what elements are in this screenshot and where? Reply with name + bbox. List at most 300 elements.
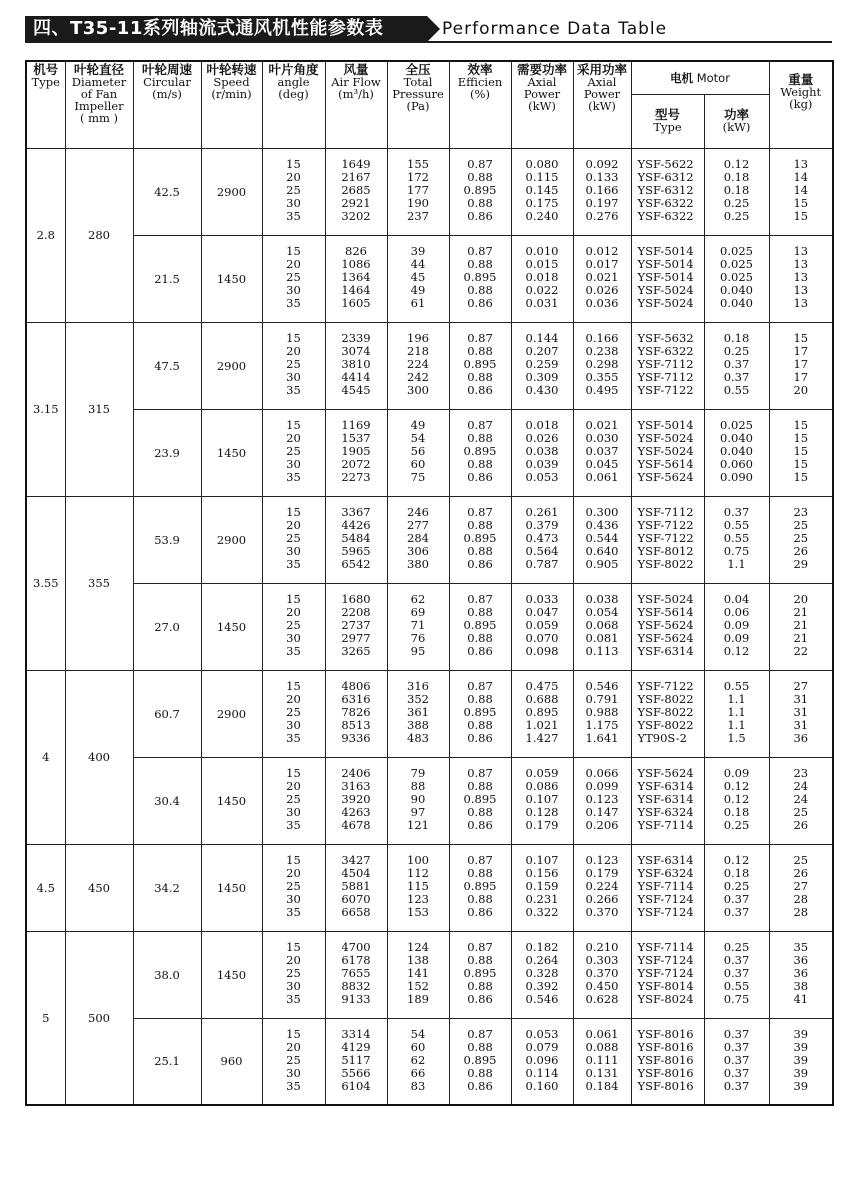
pressure-list: [387, 148, 449, 235]
list-item: 75: [410, 470, 426, 485]
list-item: 4504: [341, 865, 371, 880]
table-row: [26, 583, 833, 670]
list-item: YSF-7114: [637, 818, 694, 833]
motor-power-list: [704, 931, 769, 1018]
flow-list: [325, 1018, 387, 1105]
pressure-list: [387, 583, 449, 670]
list-item: 0.026: [585, 283, 619, 298]
list-item: 20: [286, 169, 301, 184]
list-item: 0.640: [585, 544, 619, 559]
list-item: 8513: [341, 718, 371, 733]
pressure-list: [387, 757, 449, 844]
list-item: 79: [410, 765, 426, 780]
list-item: 25: [286, 443, 301, 458]
list-item: 0.37: [723, 1066, 750, 1081]
list-item: 1.5: [727, 731, 746, 746]
list-item: 352: [407, 691, 429, 706]
cell-circular: 42.5: [133, 148, 201, 235]
list-item: 0.231: [525, 892, 559, 907]
list-item: 0.066: [585, 765, 619, 780]
list-item: 20: [793, 383, 809, 398]
motor-type-list: [631, 670, 704, 757]
title-cn: 四、T35-11系列轴流式通风机性能参数表: [25, 16, 427, 42]
axial-power-list: [511, 235, 573, 322]
list-item: 0.240: [525, 209, 559, 224]
list-item: 13: [793, 256, 809, 271]
list-item: YSF-8016: [637, 1066, 694, 1081]
motor-power-list: [704, 409, 769, 496]
list-item: 0.079: [525, 1039, 559, 1054]
list-item: 7826: [341, 704, 371, 719]
list-item: 0.86: [467, 992, 493, 1007]
motor-type-list: [631, 235, 704, 322]
list-item: 0.328: [525, 965, 559, 980]
list-item: 0.038: [585, 591, 619, 606]
list-item: 71: [410, 617, 426, 632]
flow-list: [325, 496, 387, 583]
cell-speed: 960: [201, 1018, 262, 1105]
list-item: 0.55: [723, 383, 750, 398]
list-item: YSF-7114: [637, 939, 694, 954]
list-item: 0.86: [467, 209, 493, 224]
list-item: 0.123: [585, 791, 619, 806]
list-item: 0.017: [585, 256, 619, 271]
list-item: 112: [407, 865, 429, 880]
cell-speed: 2900: [201, 496, 262, 583]
motor-power-list: [704, 670, 769, 757]
list-item: 0.179: [585, 865, 619, 880]
list-item: 83: [410, 1079, 426, 1094]
list-item: 0.895: [463, 530, 497, 545]
efficiency-list: [449, 1018, 511, 1105]
efficiency-list: [449, 148, 511, 235]
table-row: [26, 235, 833, 322]
list-item: 0.37: [723, 356, 750, 371]
cell-type: 3.15: [26, 322, 65, 496]
list-item: 3427: [341, 852, 371, 867]
list-item: YSF-7114: [637, 878, 694, 893]
list-item: YSF-5024: [637, 296, 694, 311]
list-item: 0.370: [585, 965, 619, 980]
list-item: 0.025: [720, 417, 753, 432]
list-item: 141: [407, 965, 429, 980]
title-en: Performance Data Table: [442, 19, 668, 39]
list-item: 0.144: [525, 330, 559, 345]
list-item: 0.88: [467, 430, 493, 445]
list-item: 15: [286, 765, 301, 780]
list-item: 0.88: [467, 718, 493, 733]
list-item: 284: [407, 530, 429, 545]
cell-circular: 27.0: [133, 583, 201, 670]
cell-speed: 1450: [201, 757, 262, 844]
list-item: 0.224: [585, 878, 619, 893]
list-item: 1.021: [525, 718, 559, 733]
list-item: 6542: [341, 557, 371, 572]
list-item: 3163: [341, 778, 371, 793]
list-item: YSF-5014: [637, 256, 694, 271]
list-item: 0.131: [585, 1066, 619, 1081]
list-item: 25: [793, 805, 809, 820]
list-item: 0.546: [585, 678, 619, 693]
list-item: 380: [407, 557, 429, 572]
axial-power-list: [511, 757, 573, 844]
list-item: 0.276: [585, 209, 619, 224]
list-item: 13: [793, 283, 809, 298]
flow-list: [325, 148, 387, 235]
list-item: YSF-7122: [637, 383, 694, 398]
list-item: YSF-8022: [637, 718, 694, 733]
list-item: 5965: [341, 544, 371, 559]
col-diameter: 叶轮直径 Diameter of Fan Impeller ( mm ): [65, 61, 133, 148]
list-item: 2167: [341, 169, 371, 184]
list-item: YSF-5624: [637, 631, 694, 646]
list-item: 6178: [341, 952, 371, 967]
list-item: 31: [793, 691, 809, 706]
list-item: YSF-6314: [637, 778, 694, 793]
list-item: 2737: [341, 617, 371, 632]
col-speed: 叶轮转速 Speed (r/min): [201, 61, 262, 148]
list-item: 5566: [341, 1066, 371, 1081]
motor-power-list: [704, 322, 769, 409]
list-item: 6658: [341, 905, 371, 920]
list-item: 0.86: [467, 470, 493, 485]
list-item: 0.128: [525, 805, 559, 820]
angle-list: [262, 322, 325, 409]
list-item: 0.09: [723, 765, 750, 780]
flow-list: [325, 409, 387, 496]
list-item: 0.018: [525, 269, 559, 284]
list-item: 1537: [341, 430, 371, 445]
list-item: 0.55: [723, 678, 750, 693]
list-item: 20: [286, 343, 301, 358]
list-item: 0.113: [585, 644, 619, 659]
list-item: 30: [286, 544, 301, 559]
list-item: YSF-5024: [637, 430, 694, 445]
list-item: 14: [793, 169, 809, 184]
list-item: 0.895: [525, 704, 559, 719]
list-item: 1169: [341, 417, 371, 432]
list-item: 0.039: [525, 457, 559, 472]
list-item: 28: [793, 905, 809, 920]
list-item: 0.86: [467, 644, 493, 659]
list-item: YSF-6324: [637, 865, 694, 880]
list-item: 17: [793, 343, 809, 358]
cell-diameter: 500: [65, 931, 133, 1105]
cell-speed: 2900: [201, 322, 262, 409]
list-item: 0.87: [467, 504, 493, 519]
list-item: 39: [793, 1052, 809, 1067]
list-item: 277: [407, 517, 429, 532]
list-item: 246: [407, 504, 429, 519]
angle-list: [262, 670, 325, 757]
list-item: 2072: [341, 457, 371, 472]
motor-power-list: [704, 1018, 769, 1105]
list-item: 0.061: [585, 1026, 619, 1041]
list-item: YSF-6314: [637, 852, 694, 867]
list-item: 3314: [341, 1026, 371, 1041]
list-item: 15: [793, 330, 809, 345]
list-item: 25: [286, 617, 301, 632]
list-item: 0.021: [585, 269, 619, 284]
list-item: YSF-8016: [637, 1026, 694, 1041]
list-item: 0.092: [585, 156, 619, 171]
col-motor-power: 功率 (kW): [704, 94, 769, 148]
list-item: 0.495: [585, 383, 619, 398]
cell-speed: 1450: [201, 235, 262, 322]
list-item: 1086: [341, 256, 371, 271]
motor-type-list: [631, 757, 704, 844]
list-item: 0.87: [467, 852, 493, 867]
list-item: 0.88: [467, 517, 493, 532]
list-item: 6316: [341, 691, 371, 706]
list-item: 0.895: [463, 704, 497, 719]
list-item: 0.166: [585, 330, 619, 345]
list-item: 0.022: [525, 283, 559, 298]
table-row: [26, 931, 833, 1018]
efficiency-list: [449, 409, 511, 496]
list-item: 0.088: [585, 1039, 619, 1054]
list-item: 0.988: [585, 704, 619, 719]
flow-list: [325, 757, 387, 844]
list-item: 0.544: [585, 530, 619, 545]
flow-list: [325, 235, 387, 322]
angle-list: [262, 496, 325, 583]
weight-list: [769, 583, 833, 670]
list-item: 17: [793, 356, 809, 371]
angle-list: [262, 148, 325, 235]
cell-type: 4.5: [26, 844, 65, 931]
list-item: 2921: [341, 196, 371, 211]
cell-type: 5: [26, 931, 65, 1105]
title-arrow-decoration: [427, 16, 440, 42]
list-item: YT90S-2: [637, 731, 687, 746]
list-item: 0.87: [467, 939, 493, 954]
list-item: 15: [286, 678, 301, 693]
list-item: 1680: [341, 591, 371, 606]
list-item: 0.053: [525, 1026, 559, 1041]
list-item: 0.88: [467, 283, 493, 298]
table-row: [26, 496, 833, 583]
list-item: 20: [286, 778, 301, 793]
motor-type-list: [631, 931, 704, 1018]
list-item: 0.37: [723, 1026, 750, 1041]
list-item: 0.068: [585, 617, 619, 632]
list-item: 0.88: [467, 196, 493, 211]
pressure-list: [387, 844, 449, 931]
list-item: 0.261: [525, 504, 559, 519]
cell-circular: 34.2: [133, 844, 201, 931]
list-item: 27: [793, 678, 809, 693]
list-item: 44: [410, 256, 426, 271]
pressure-list: [387, 670, 449, 757]
list-item: 27: [793, 878, 809, 893]
list-item: 0.179: [525, 818, 559, 833]
cell-speed: 1450: [201, 409, 262, 496]
list-item: YSF-7112: [637, 504, 694, 519]
list-item: 20: [286, 517, 301, 532]
list-item: 0.040: [720, 430, 753, 445]
list-item: 0.147: [585, 805, 619, 820]
list-item: 2208: [341, 604, 371, 619]
list-item: 0.895: [463, 965, 497, 980]
list-item: YSF-6322: [637, 209, 694, 224]
list-item: 0.688: [525, 691, 559, 706]
list-item: YSF-8022: [637, 691, 694, 706]
list-item: 0.37: [723, 504, 750, 519]
list-item: 0.473: [525, 530, 559, 545]
list-item: 483: [407, 731, 429, 746]
list-item: 361: [407, 704, 429, 719]
angle-list: [262, 844, 325, 931]
list-item: 25: [793, 530, 809, 545]
list-item: 0.37: [723, 370, 750, 385]
list-item: 0.75: [723, 544, 750, 559]
list-item: YSF-5632: [637, 330, 694, 345]
list-item: 20: [286, 604, 301, 619]
list-item: 0.12: [723, 644, 750, 659]
list-item: 25: [286, 1052, 301, 1067]
list-item: 20: [286, 256, 301, 271]
list-item: 0.86: [467, 296, 493, 311]
list-item: YSF-7124: [637, 892, 694, 907]
list-item: 0.015: [525, 256, 559, 271]
list-item: 0.053: [525, 470, 559, 485]
list-item: 0.37: [723, 1052, 750, 1067]
list-item: 0.87: [467, 591, 493, 606]
page-header: [0, 16, 832, 42]
list-item: 0.030: [585, 430, 619, 445]
list-item: 0.392: [525, 979, 559, 994]
list-item: YSF-5024: [637, 283, 694, 298]
list-item: 60: [410, 457, 426, 472]
cell-type: 3.55: [26, 496, 65, 670]
list-item: 3920: [341, 791, 371, 806]
list-item: 0.045: [585, 457, 619, 472]
list-item: 0.18: [723, 330, 750, 345]
list-item: 0.88: [467, 370, 493, 385]
list-item: 0.430: [525, 383, 559, 398]
flow-list: [325, 931, 387, 1018]
list-item: YSF-6312: [637, 182, 694, 197]
list-item: YSF-7124: [637, 952, 694, 967]
cell-diameter: 315: [65, 322, 133, 496]
efficiency-list: [449, 583, 511, 670]
list-item: 1.1: [727, 704, 746, 719]
list-item: 0.55: [723, 979, 750, 994]
motor-type-list: [631, 844, 704, 931]
list-item: 6104: [341, 1079, 371, 1094]
col-axial-power: 需要功率 Axial Power (kW): [511, 61, 573, 148]
list-item: 0.040: [720, 443, 753, 458]
list-item: 35: [286, 731, 301, 746]
list-item: 237: [407, 209, 429, 224]
list-item: 7655: [341, 965, 371, 980]
list-item: 25: [286, 791, 301, 806]
list-item: 13: [793, 296, 809, 311]
cell-speed: 1450: [201, 844, 262, 931]
cell-speed: 1450: [201, 583, 262, 670]
list-item: 0.895: [463, 791, 497, 806]
list-item: 28: [793, 892, 809, 907]
list-item: 100: [407, 852, 429, 867]
list-item: 0.06: [723, 604, 750, 619]
list-item: 0.303: [585, 952, 619, 967]
list-item: 36: [793, 965, 809, 980]
list-item: 6070: [341, 892, 371, 907]
list-item: 4806: [341, 678, 371, 693]
list-item: 0.88: [467, 604, 493, 619]
list-item: 0.090: [720, 470, 753, 485]
list-item: 1.1: [727, 718, 746, 733]
cell-diameter: 355: [65, 496, 133, 670]
list-item: 0.86: [467, 1079, 493, 1094]
list-item: YSF-7122: [637, 517, 694, 532]
list-item: 0.09: [723, 617, 750, 632]
table-row: [26, 757, 833, 844]
cell-diameter: 450: [65, 844, 133, 931]
list-item: 0.107: [525, 852, 559, 867]
list-item: 0.88: [467, 892, 493, 907]
cell-circular: 60.7: [133, 670, 201, 757]
weight-list: [769, 757, 833, 844]
list-item: 0.111: [585, 1052, 619, 1067]
list-item: 21: [793, 604, 809, 619]
list-item: 0.87: [467, 765, 493, 780]
col-type: 机号 Type: [26, 61, 65, 148]
list-item: 0.04: [723, 591, 750, 606]
list-item: 15: [793, 196, 809, 211]
list-item: 0.25: [723, 878, 750, 893]
list-item: 1.175: [585, 718, 619, 733]
list-item: 35: [286, 992, 301, 1007]
cell-type: 2.8: [26, 148, 65, 322]
list-item: 0.88: [467, 691, 493, 706]
list-item: 61: [410, 296, 426, 311]
list-item: 49: [410, 283, 426, 298]
list-item: 0.436: [585, 517, 619, 532]
list-item: 0.175: [525, 196, 559, 211]
list-item: 152: [407, 979, 429, 994]
list-item: 0.475: [525, 678, 559, 693]
list-item: 30: [286, 457, 301, 472]
list-item: 76: [410, 631, 426, 646]
list-item: 0.021: [585, 417, 619, 432]
cell-type: 4: [26, 670, 65, 844]
list-item: 316: [407, 678, 429, 693]
list-item: 29: [793, 557, 809, 572]
weight-list: [769, 670, 833, 757]
list-item: 22: [793, 644, 809, 659]
pressure-list: [387, 496, 449, 583]
cell-speed: 2900: [201, 670, 262, 757]
list-item: 0.18: [723, 865, 750, 880]
list-item: 49: [410, 417, 426, 432]
list-item: 45: [410, 269, 426, 284]
cell-circular: 21.5: [133, 235, 201, 322]
flow-list: [325, 322, 387, 409]
axial-power-list: [511, 1018, 573, 1105]
list-item: 1605: [341, 296, 371, 311]
list-item: 0.88: [467, 979, 493, 994]
weight-list: [769, 148, 833, 235]
table-row: [26, 844, 833, 931]
list-item: 0.905: [585, 557, 619, 572]
motor-type-list: [631, 322, 704, 409]
list-item: 0.081: [585, 631, 619, 646]
list-item: 39: [793, 1066, 809, 1081]
list-item: 0.061: [585, 470, 619, 485]
angle-list: [262, 1018, 325, 1105]
